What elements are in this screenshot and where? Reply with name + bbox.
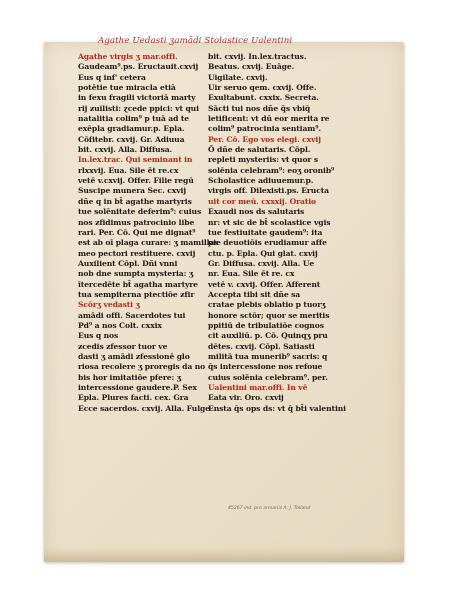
text-line: rari. Per. Cō. Qui me dignat⁹ (78, 227, 196, 237)
text-line: Pd⁹ a nos Colt. cxxix (78, 320, 162, 330)
text-line: uit cor meū. cxxxij. Oratio (208, 196, 316, 206)
text-line: Exaudi nos ds salutaris (208, 207, 305, 217)
text-line: dñe q in bt̄ agathe martyris (78, 196, 192, 206)
text-line: Gr. Diffusa. cxvij. Alla. Ue (208, 258, 315, 268)
text-line: Eus q nos (78, 331, 119, 341)
text-line: Ō dñe de salutaris. Cōpl. (208, 145, 311, 155)
right-text-column (208, 52, 346, 470)
text-line: colim⁹ patrocinia sentiam⁹. (208, 124, 321, 134)
text-line: Scōrʒ vedasti ʒ (78, 300, 140, 310)
text-line: Per. Cō. Ego vos elegi. cxvij (208, 134, 321, 144)
text-line: Ensta q̄s ops ds: vt q̄ bt̄i valentini (208, 403, 346, 413)
left-text-column (78, 52, 219, 470)
text-line: letificent: vt dū eor merita re (208, 114, 330, 124)
text-line: bis hor imitatiōe pfere: ʒ (78, 372, 181, 382)
text-line: nr: vt sic de bt̄ scolastice vgis (208, 217, 331, 227)
text-line: militā tua munerib⁹ sacris: q (208, 351, 328, 361)
text-line: Auxilient Cōpl. Dñi vnni (78, 258, 178, 268)
text-line: Sācti tui nos dñe q̄s vbiq̄ (208, 103, 311, 113)
text-line: ƶcedis ƶfessor tuor ve (78, 341, 168, 351)
text-line: virgis off. Dilexisti.ps. Eructa (208, 186, 329, 196)
text-line: Exultabunt. cxxix. Secreta. (208, 93, 319, 103)
text-line: repleti mysteriis: vt quor s (208, 155, 319, 165)
text-line: Epla. Plures facti. cex. Gra (78, 393, 189, 403)
page-header: Agathe Uedasti ʒamādi Stolastice Ualentini (98, 36, 293, 46)
text-line: Ecce sacerdos. cxvij. Alla. Fulge (78, 403, 210, 413)
text-line: Uir seruo qem. cxvij. Offe. (208, 83, 317, 93)
text-line: ctu. p. Epla. Qui glat. cxvij (208, 248, 318, 258)
text-line: q̄s intercessione nos refoue (208, 362, 323, 372)
text-line: dasti ʒ amādi ƶfessionē glo (78, 351, 190, 361)
text-line: Ualentini mar.offi. In vē (208, 383, 308, 392)
text-line: cuius solēnia celebram⁹. per. (208, 372, 328, 382)
text-line: Eata vir. Oro. cxvij (208, 393, 284, 403)
text-line: bit. cxvij. In.lex.tractus. (208, 52, 307, 61)
text-line: Accepta tibi sit dñe sa (208, 289, 301, 299)
text-line: Gaudeam⁹.ps. Eructauit.cxvij (78, 62, 199, 72)
text-line: Beatus. cxvij. Euāge. (208, 62, 295, 72)
text-line: Uigilate. cxvij. (208, 72, 268, 82)
text-line: nos ƶfidimus patrocinio libe (78, 217, 195, 227)
text-line: riosa recolere ʒ proregis da no (78, 362, 206, 372)
text-line: exēpla gradiamur.p. Epla. (78, 124, 185, 134)
text-line: cratae plebis oblatio p tuorʒ (208, 300, 326, 310)
text-line: Eus q inf' cetera (78, 72, 146, 82)
text-line: nob dne sumpta mysteria: ʒ (78, 269, 194, 279)
text-line: tua sempiterna ptectiōe ƶfir (78, 289, 195, 299)
text-line: est ab oī plaga curare: ʒ mamillas (78, 238, 219, 248)
text-line: amādi offi. Sacerdotes tui (78, 310, 186, 320)
pencil-footnote: 45267 ind. pro armariis A. J. Tolland (228, 506, 311, 511)
text-line: Scholastice adiuuemur.p. (208, 176, 314, 186)
text-line: Cōfitebr. cxvij. Gr. Adiuua (78, 134, 185, 144)
text-line: nr. Eua. Sile ēt re. cx (208, 269, 295, 279)
text-line: rij ƶuilisti: ɀcede ppici: vt qui (78, 103, 199, 113)
text-line: rlxxvij. Eua. Sile ēt re.cx (78, 165, 179, 175)
text-line: tue festiuitate gaudem⁹: ita (208, 227, 323, 237)
text-line: ītercedēte bt̄ agatha martyre (78, 279, 198, 289)
text-line: meo pectori restituere. cxvij (78, 248, 196, 258)
text-line: dētes. cxvij. Cōpl. Satiasti (208, 341, 315, 351)
text-line: intercessione gaudere.P. Sex (78, 383, 197, 392)
text-line: tue solēnitate deferim⁹: cuius (78, 207, 202, 217)
text-line: bit. cxvij. Alla. Diffusa. (78, 145, 173, 155)
text-line: vetē v. cxvij. Offer. Afferent (208, 279, 321, 289)
text-line: Suscipe munera Sec. cxvij (78, 186, 186, 196)
text-line: pie deuotiōis erudiamur affe (208, 238, 327, 248)
text-line: ppitiū de tribulatiōe cognos (208, 320, 324, 330)
text-line: cit auxiliū. p. Cō. Quinqʒ pru (208, 331, 328, 341)
text-line: natalitia colim⁹ p tuā ad te (78, 114, 190, 124)
text-line: in fexu fragili victoriā marty (78, 93, 196, 103)
text-line: In.lex.trac. Qui seminant in (78, 155, 193, 165)
text-line: Agathe virgis ʒ mar.offi. (78, 52, 178, 61)
text-line: potētie tue miracla etiā (78, 83, 176, 93)
text-line: vetē v.cxvij. Offer. Filie regū (78, 176, 194, 186)
text-line: honore sctōr; quor se meritis (208, 310, 330, 320)
text-line: solēnia celebram⁹: eoʒ oronib⁹ (208, 165, 335, 175)
